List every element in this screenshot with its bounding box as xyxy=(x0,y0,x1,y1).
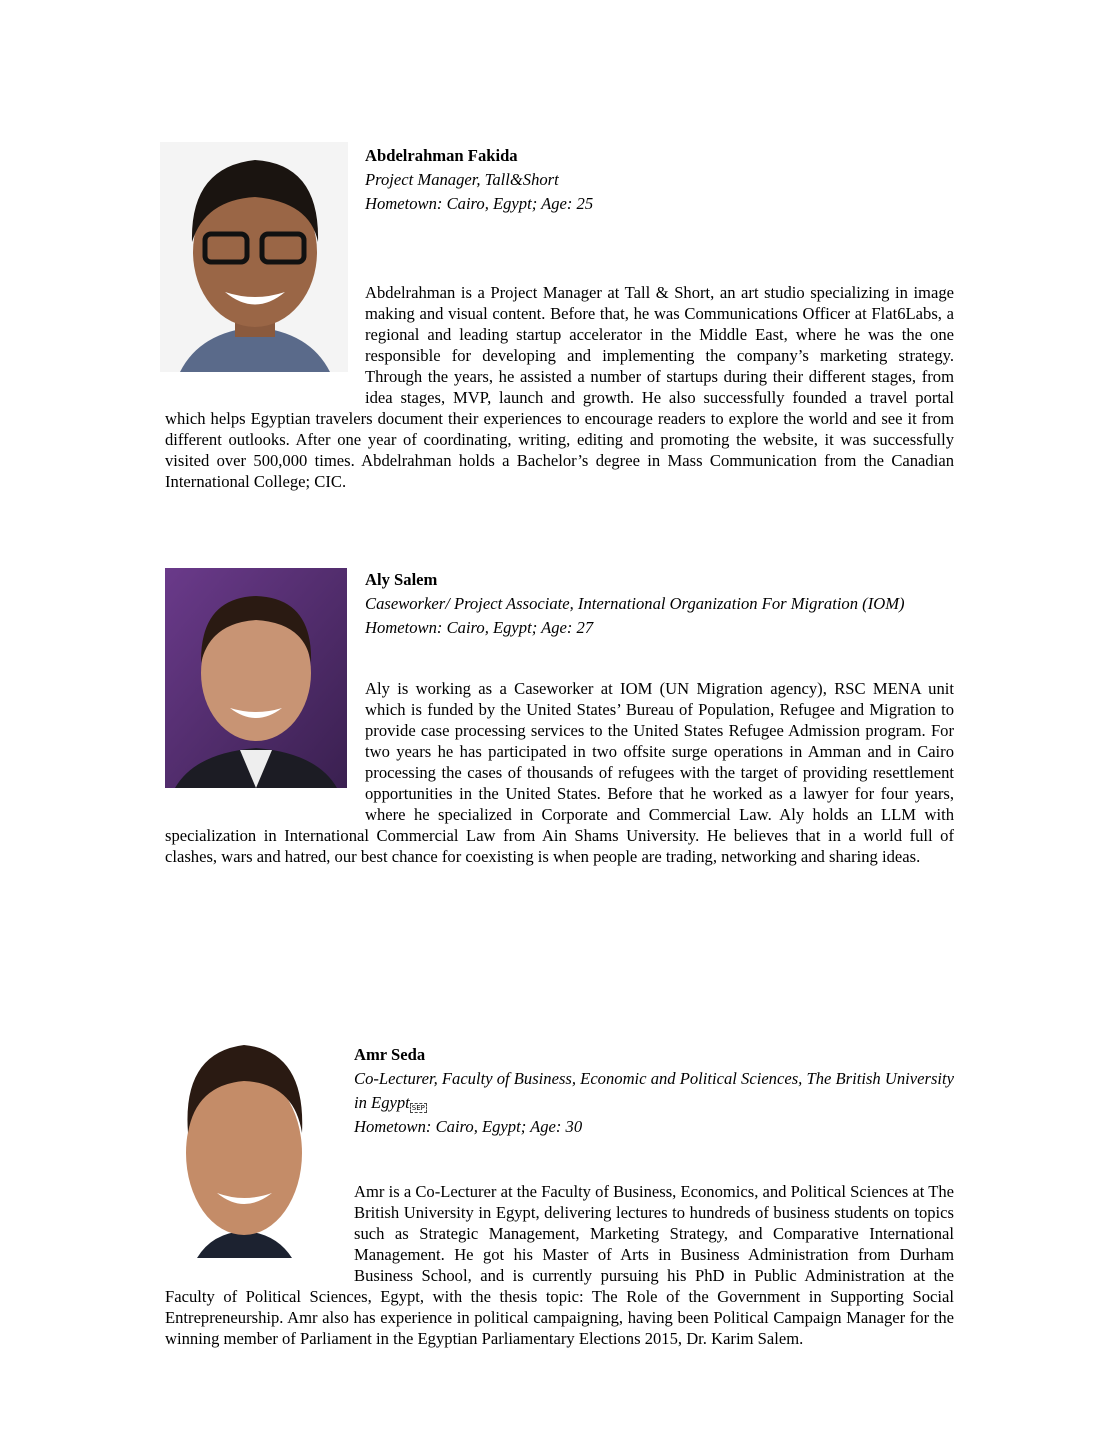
profile-bio: Abdelrahman is a Project Manager at Tall & Short, an art studio specializing in image making and visual content. Before that, he was Communications Officer at Flat6Labs, a regional and leading startup accelerator in the Middle East, where he was the one responsible for developing and implementing the company’s marketing strategy. Through the years, he assisted a number of startups during their different stages, from idea stages, MVP, launch and growth. He also successfully founded a travel portal which helps Egyptian travelers document their experiences to encourage readers to explore the world and see it from different outlooks. After one year of coordinating, writing, editing and promoting the website, it was successfully visited over 500,000 times. Abdelrahman holds a Bachelor’s degree in Mass Communication from the Canadian International College; CIC. xyxy=(165,283,954,491)
line-separator-glyph: SEP xyxy=(411,1104,425,1112)
profile-title: Co-Lecturer, Faculty of Business, Economic and Political Sciences, The British University in Egypt xyxy=(354,1069,954,1112)
profile-photo xyxy=(165,568,365,806)
profile-hometown: Hometown: Cairo, Egypt; Age: 25 xyxy=(365,194,594,213)
portrait-image xyxy=(165,568,347,788)
profile-name: Amr Seda xyxy=(354,1045,426,1064)
profile-photo xyxy=(165,1043,354,1267)
profile-photo xyxy=(165,144,365,388)
profile-amr-seda xyxy=(165,1043,954,1349)
profile-name: Aly Salem xyxy=(365,570,438,589)
profile-hometown: Hometown: Cairo, Egypt; Age: 27 xyxy=(365,618,594,637)
profile-aly-salem xyxy=(165,568,954,867)
profile-bio: Amr is a Co-Lecturer at the Faculty of Business, Economics, and Political Sciences at The British University in Egypt, delivering lectures to hundreds of business students on topics such as Strategic Management, Marketing Strategy, and Comparative International Management. He got his Master of Arts in Business Administration from Durham Business School, and is currently pursuing his PhD in Public Administration at the Faculty of Political Sciences, Egypt, with the thesis topic: The Role of the Government in Supporting Social Entrepreneurship. Amr also has experience in political campaigning, having been Political Campaign Manager for the winning member of Parliament in the Egyptian Parliamentary Elections 2015, Dr. Karim Salem. xyxy=(165,1182,954,1348)
profile-title: Project Manager, Tall&Short xyxy=(365,170,559,189)
portrait-image xyxy=(182,1043,306,1258)
profile-hometown: Hometown: Cairo, Egypt; Age: 30 xyxy=(354,1117,583,1136)
profile-name: Abdelrahman Fakida xyxy=(365,146,518,165)
profile-abdelrahman-fakida xyxy=(165,144,954,492)
portrait-image xyxy=(160,142,348,372)
profile-title: Caseworker/ Project Associate, International Organization For Migration (IOM) xyxy=(365,594,905,613)
profile-bio: Aly is working as a Caseworker at IOM (UN Migration agency), RSC MENA unit which is funded by the United States’ Bureau of Population, Refugee and Migration to provide case processing services to the United States Refugee Admission program. For two years he has participated in two offsite surge operations in Amman and in Cairo processing the cases of thousands of refugees with the target of providing resettlement opportunities in the United States. Before that he worked as a lawyer for four years, where he specialized in Corporate and Commercial Law. Aly holds an LLM with specialization in International Commercial Law from Ain Shams University. He believes that in a world full of clashes, wars and hatred, our best chance for coexisting is when people are trading, networking and sharing ideas. xyxy=(165,679,954,866)
